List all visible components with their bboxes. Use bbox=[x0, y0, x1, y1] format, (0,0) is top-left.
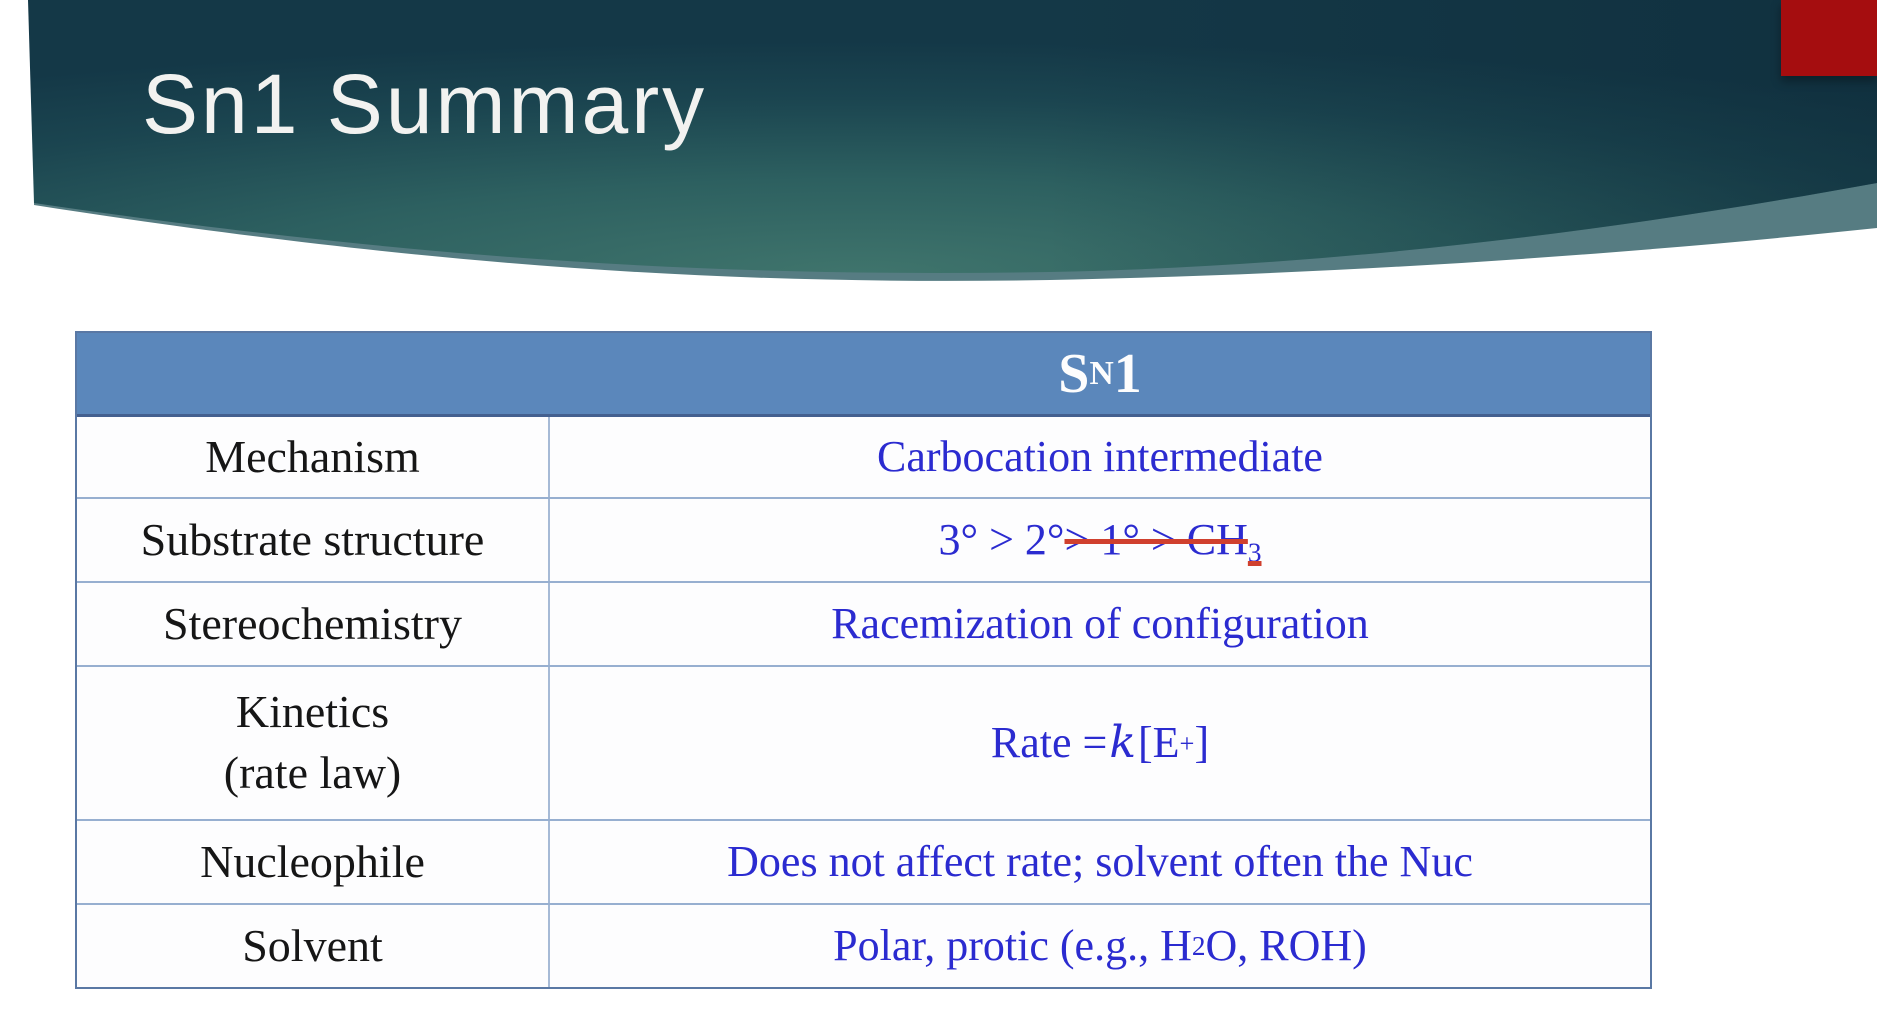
row-label-text: Kinetics (rate law) bbox=[223, 686, 402, 798]
sn1-summary-table bbox=[75, 331, 1652, 989]
table-header-sn1: S N 1 bbox=[1058, 342, 1142, 405]
row-label-text: Substrate structure bbox=[140, 513, 485, 565]
text-segment: ] bbox=[1194, 717, 1210, 767]
text-segment: Does not affect rate; solvent often the Nuc bbox=[727, 836, 1473, 886]
row-label bbox=[77, 667, 550, 819]
row-label-text: Nucleophile bbox=[200, 835, 425, 887]
text-segment: Carbocation intermediate bbox=[877, 431, 1323, 481]
row-label-text: Mechanism bbox=[205, 430, 420, 482]
slide-title: Sn1 Summary bbox=[142, 57, 708, 151]
table-header-row bbox=[77, 333, 1650, 417]
text-segment: 3 bbox=[1247, 537, 1262, 568]
text-segment: > 1° > CH bbox=[1064, 514, 1248, 564]
text-segment: [E bbox=[1138, 717, 1180, 767]
text-segment: 3° > 2° bbox=[938, 514, 1065, 564]
text-segment: k bbox=[1109, 716, 1137, 768]
row-value bbox=[550, 583, 1650, 665]
red-accent-square bbox=[1781, 0, 1877, 76]
table-row bbox=[77, 497, 1650, 581]
row-label bbox=[77, 583, 550, 665]
row-value bbox=[550, 821, 1650, 903]
text-segment: Racemization of configuration bbox=[831, 598, 1369, 648]
row-label bbox=[77, 905, 550, 987]
row-label bbox=[77, 417, 550, 497]
table-row bbox=[77, 581, 1650, 665]
table-row bbox=[77, 903, 1650, 987]
table-header-empty-cell bbox=[77, 333, 550, 414]
table-row bbox=[77, 819, 1650, 903]
table-row bbox=[77, 417, 1650, 497]
table-row bbox=[77, 665, 1650, 819]
text-segment: Rate = bbox=[990, 717, 1108, 767]
row-value bbox=[550, 499, 1650, 581]
struck-text bbox=[1065, 511, 1262, 569]
row-label bbox=[77, 821, 550, 903]
text-segment: S bbox=[1058, 342, 1090, 405]
text-segment: 1 bbox=[1113, 342, 1142, 405]
row-value: Polar, protic (e.g., H 2 O, ROH) bbox=[550, 905, 1650, 987]
row-label-text: Stereochemistry bbox=[163, 597, 462, 649]
row-value bbox=[550, 417, 1650, 497]
table-body bbox=[77, 417, 1650, 987]
row-label bbox=[77, 499, 550, 581]
text-segment: Polar, protic (e.g., H bbox=[833, 920, 1192, 970]
text-segment: O, ROH) bbox=[1205, 920, 1367, 970]
row-label-text: Solvent bbox=[242, 919, 383, 971]
row-value: Rate = k [E + ] bbox=[550, 667, 1650, 819]
